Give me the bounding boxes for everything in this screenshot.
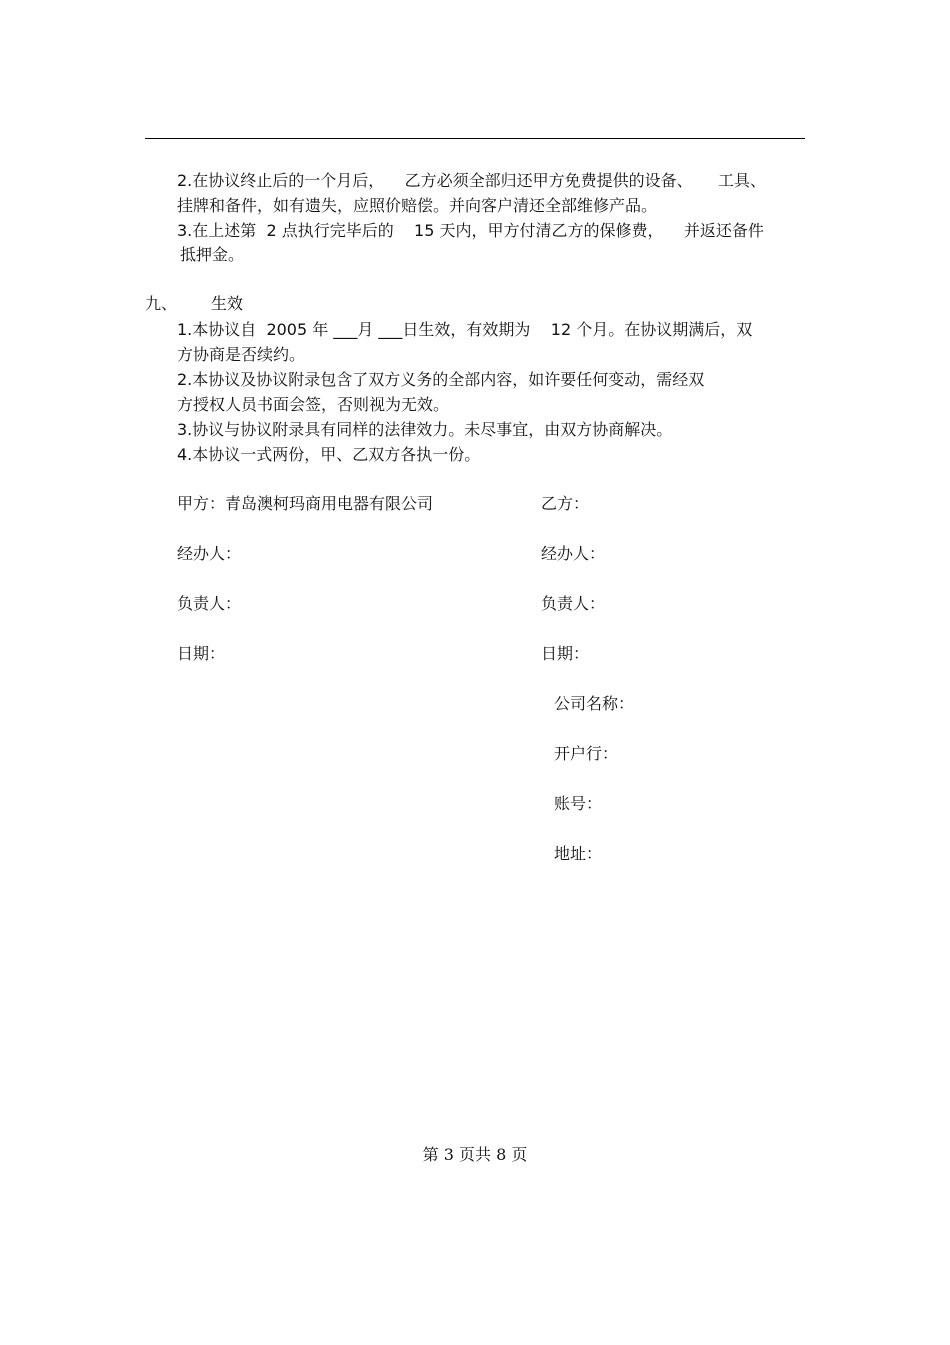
address-label: 地址： — [554, 844, 603, 863]
clause-8-2-line1: 2.在协议终止后的一个月后， 乙方必须全部归还甲方免费提供的设备、 工具、 — [177, 171, 767, 190]
clause-9-2-line1: 2.本协议及协议附录包含了双方义务的全部内容，如许要任何变动，需经双 — [177, 370, 705, 389]
clause-8-2-line2: 挂牌和备件，如有遗失，应照价赔偿。并向客户清还全部维修产品。 — [177, 196, 658, 215]
date-a-label: 日期： — [177, 644, 226, 663]
clause-8-3-line1: 3.在上述第 2 点执行完毕后的 15 天内，甲方付清乙方的保修费， 并返还备件 — [177, 221, 764, 240]
principal-b-label: 负责人： — [541, 594, 606, 613]
account-label: 账号： — [554, 794, 603, 813]
clause-9-3: 3.协议与协议附录具有同样的法律效力。未尽事宜，由双方协商解决。 — [177, 420, 673, 439]
party-a-label: 甲方：青岛澳柯玛商用电器有限公司 — [177, 494, 434, 513]
bank-label: 开户行： — [554, 744, 619, 763]
section-9-number: 九、 — [145, 294, 178, 313]
handler-a-label: 经办人： — [177, 544, 242, 563]
clause-9-4: 4.本协议一式两份，甲、乙双方各执一份。 — [177, 445, 481, 464]
date-b-label: 日期： — [541, 644, 590, 663]
company-name-label: 公司名称： — [554, 694, 635, 713]
handler-b-label: 经办人： — [541, 544, 606, 563]
clause-9-1-line1: 1.本协议自 2005 年 ___月 ___日生效，有效期为 12 个月。在协议期满后，双 — [177, 320, 753, 339]
party-b-label: 乙方： — [541, 494, 590, 513]
clause-9-1-line2: 方协商是否续约。 — [177, 345, 306, 364]
section-9-title: 生效 — [211, 294, 244, 313]
clause-8-3-line2: 抵押金。 — [180, 245, 245, 264]
header-rule — [145, 138, 805, 139]
principal-a-label: 负责人： — [177, 594, 242, 613]
page-number: 第 3 页共 8 页 — [422, 1145, 528, 1164]
clause-9-2-line2: 方授权人员书面会签，否则视为无效。 — [177, 395, 450, 414]
